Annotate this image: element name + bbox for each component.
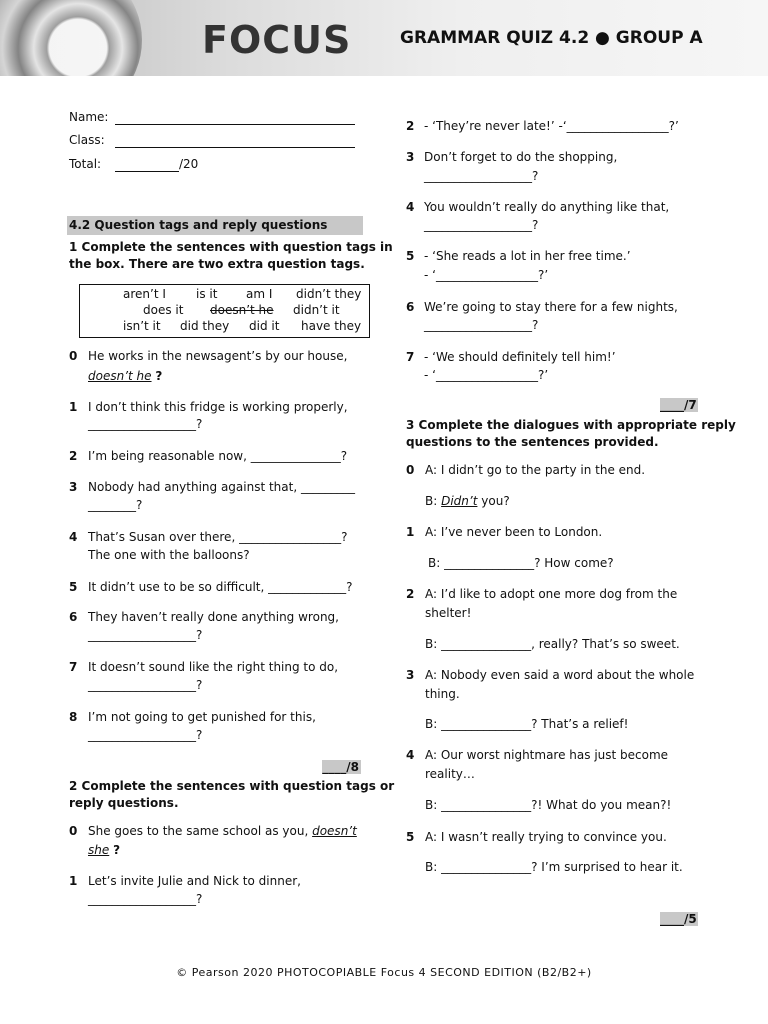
quiz-title: GRAMMAR QUIZ 4.2 ● GROUP A: [400, 28, 703, 48]
box-tag: didn’t they: [296, 287, 362, 301]
total-suffix: /20: [179, 157, 199, 171]
item-text: [88, 822, 357, 840]
ex1-instruction-line2: the box. There are two extra question tags.: [69, 257, 365, 271]
item-text[interactable]: Nobody had anything against that, _________: [88, 480, 355, 494]
logo-disc: [0, 0, 142, 76]
item-number: 4: [406, 748, 415, 762]
box-tag: am I: [246, 287, 273, 301]
ex2-instruction-line1: 2 Complete the sentences with question tags or: [69, 779, 395, 793]
example-answer: Didn’t: [441, 494, 478, 508]
example-answer: she: [88, 843, 110, 857]
class-label: Class:: [69, 133, 105, 147]
item-number: 4: [406, 200, 415, 214]
dialogue-a: A: I’d like to adopt one more dog from the: [425, 587, 678, 601]
class-field[interactable]: [115, 147, 355, 148]
section-title: 4.2 Question tags and reply questions: [69, 218, 328, 232]
dialogue-a: A: I wasn’t really trying to convince you.: [425, 830, 667, 844]
item-number: 8: [69, 710, 78, 724]
total-label: Total:: [69, 157, 102, 171]
answer-blank[interactable]: __________________?: [88, 628, 203, 642]
dialogue-a: A: I’ve never been to London.: [425, 525, 603, 539]
box-tag: is it: [196, 287, 218, 301]
ex1-instruction-line1: 1 Complete the sentences with question tags in: [69, 240, 393, 254]
item-number: 3: [406, 668, 415, 682]
answer-blank[interactable]: __________________?: [88, 892, 203, 906]
dialogue-b-rest: you?: [481, 494, 510, 508]
item-text-line2: The one with the balloons?: [88, 548, 250, 562]
dialogue-a: A: Nobody even said a word about the whole: [425, 668, 695, 682]
answer-blank[interactable]: __________________?: [88, 417, 203, 431]
total-field[interactable]: [115, 171, 179, 172]
item-number: 0: [406, 463, 415, 477]
ex3-instruction-line2: questions to the sentences provided.: [406, 435, 659, 449]
item-number: 2: [69, 449, 78, 463]
item-number: 7: [69, 660, 78, 674]
ex3-instruction-line1: 3 Complete the dialogues with appropriate reply: [406, 418, 736, 432]
item-text: You wouldn’t really do anything like that,: [424, 200, 670, 214]
answer-blank[interactable]: __________________?: [424, 218, 539, 232]
item-number: 5: [406, 830, 415, 844]
question-mark: ?: [113, 843, 121, 857]
item-number: 4: [69, 530, 78, 544]
answer-blank[interactable]: __________________?: [424, 318, 539, 332]
dialogue-b[interactable]: B: _______________? That’s a relief!: [425, 717, 629, 731]
item-text: - ‘She reads a lot in her free time.’: [424, 249, 631, 263]
item-number: 0: [69, 824, 78, 838]
box-tag: aren’t I: [123, 287, 166, 301]
box-tag: did they: [180, 319, 230, 333]
item-number: 0: [69, 349, 78, 363]
item-number: 1: [69, 874, 78, 888]
item-text[interactable]: I’m being reasonable now, _______________?: [88, 449, 348, 463]
dialogue-b[interactable]: B: _______________?! What do you mean?!: [425, 798, 672, 812]
dialogue-b[interactable]: B: _______________? How come?: [428, 556, 614, 570]
box-tag-example: doesn’t he: [210, 303, 274, 317]
example-answer: doesn’t he: [88, 369, 152, 383]
speaker-b: B:: [425, 494, 438, 508]
item-text[interactable]: - ‘They’re never late!’ -‘_________________?’: [424, 119, 679, 133]
example-answer-line: [88, 367, 162, 385]
answer-blank[interactable]: ________?: [88, 498, 143, 512]
ex1-score[interactable]: ____/8: [322, 760, 359, 774]
dialogue-a-line2: reality…: [425, 767, 475, 781]
answer-blank[interactable]: __________________?: [424, 169, 539, 183]
box-tag: did it: [249, 319, 280, 333]
item-number: 3: [406, 150, 415, 164]
ex2-instruction-line2: reply questions.: [69, 796, 179, 810]
item-text[interactable]: That’s Susan over there, _________________?: [88, 530, 348, 544]
dialogue-b[interactable]: B: _______________, really? That’s so sweet.: [425, 637, 680, 651]
dialogue-a-line2: shelter!: [425, 606, 472, 620]
page-header: [0, 0, 768, 76]
item-number: 2: [406, 587, 415, 601]
item-number: 7: [406, 350, 415, 364]
item-text-main: She goes to the same school as you,: [88, 824, 309, 838]
answer-blank[interactable]: - ‘_________________?’: [424, 268, 549, 282]
item-text: They haven’t really done anything wrong,: [88, 610, 339, 624]
item-text: Let’s invite Julie and Nick to dinner,: [88, 874, 301, 888]
footer-copyright: © Pearson 2020 PHOTOCOPIABLE Focus 4 SECOND EDITION (B2/B2+): [176, 966, 592, 979]
ex3-score[interactable]: ____/5: [660, 912, 697, 926]
item-number: 6: [406, 300, 415, 314]
item-number: 1: [406, 525, 415, 539]
example-answer: doesn’t: [312, 824, 357, 838]
name-field[interactable]: [115, 124, 355, 125]
dialogue-a: A: Our worst nightmare has just become: [425, 748, 669, 762]
answer-blank[interactable]: __________________?: [88, 728, 203, 742]
item-text: He works in the newsagent’s by our house,: [88, 349, 348, 363]
dialogue-b[interactable]: B: _______________? I’m surprised to hear it.: [425, 860, 683, 874]
item-number: 6: [69, 610, 78, 624]
answer-blank[interactable]: - ‘_________________?’: [424, 368, 549, 382]
item-text: Don’t forget to do the shopping,: [424, 150, 618, 164]
dialogue-a: A: I didn’t go to the party in the end.: [425, 463, 646, 477]
name-label: Name:: [69, 110, 109, 124]
item-text: We’re going to stay there for a few nights,: [424, 300, 678, 314]
box-tag: does it: [143, 303, 184, 317]
item-text: It doesn’t sound like the right thing to do,: [88, 660, 339, 674]
box-tag: isn’t it: [123, 319, 161, 333]
box-tag: have they: [301, 319, 362, 333]
dialogue-b-example: [425, 492, 510, 510]
item-text[interactable]: It didn’t use to be so difficult, _____________?: [88, 580, 353, 594]
brand-logo-text: FOCUS: [202, 18, 352, 62]
item-text: - ‘We should definitely tell him!’: [424, 350, 616, 364]
answer-blank[interactable]: __________________?: [88, 678, 203, 692]
ex2-score[interactable]: ____/7: [660, 398, 697, 412]
item-number: 2: [406, 119, 415, 133]
example-answer-line: [88, 841, 120, 859]
item-number: 5: [406, 249, 415, 263]
item-text: I don’t think this fridge is working properly,: [88, 400, 348, 414]
item-text: I’m not going to get punished for this,: [88, 710, 316, 724]
item-number: 3: [69, 480, 78, 494]
box-tag: didn’t it: [293, 303, 340, 317]
question-mark: ?: [155, 369, 163, 383]
item-number: 5: [69, 580, 78, 594]
item-number: 1: [69, 400, 78, 414]
dialogue-a-line2: thing.: [425, 687, 460, 701]
